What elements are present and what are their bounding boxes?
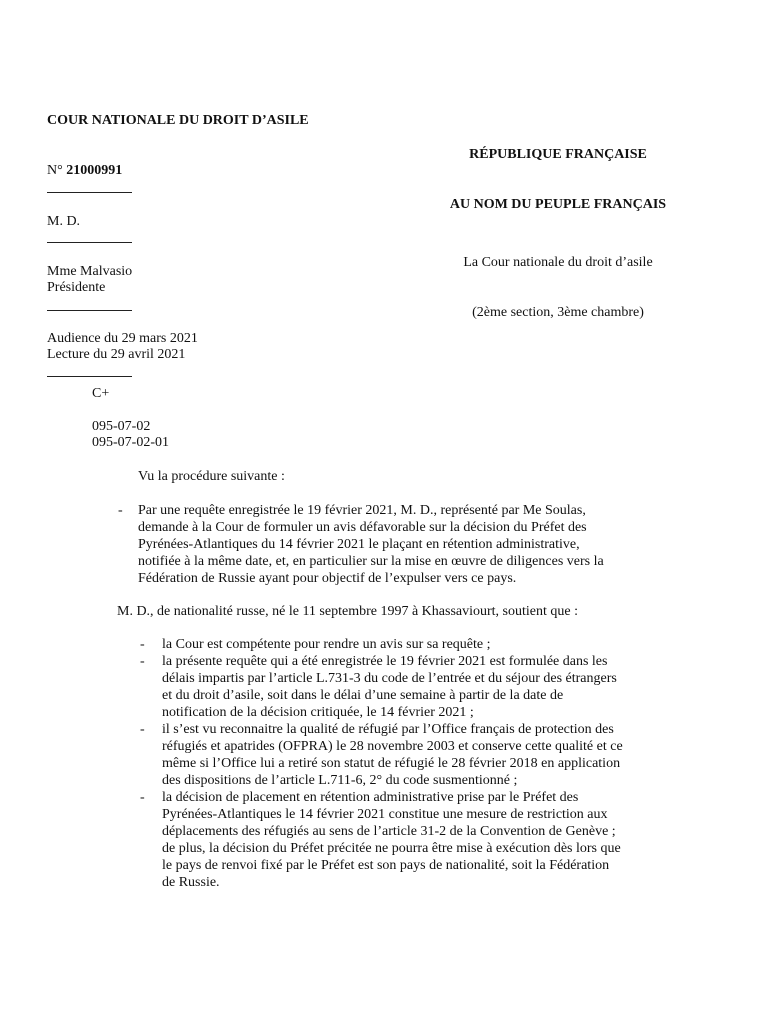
- republic-heading: RÉPUBLIQUE FRANÇAISE: [469, 147, 647, 162]
- court-name: COUR NATIONALE DU DROIT D’ASILE: [47, 113, 309, 128]
- list-dash: -: [118, 503, 123, 518]
- separator-rule: [47, 310, 132, 311]
- judge-role: Présidente: [47, 280, 106, 295]
- classification-code: C+: [92, 386, 110, 401]
- claim-item: [162, 789, 679, 891]
- separator-rule: [47, 242, 132, 243]
- case-number-prefix: N°: [47, 163, 63, 178]
- claim-line: la décision de placement en rétention administrative prise par le Préfet des: [162, 790, 579, 805]
- claim-item: [162, 653, 679, 721]
- claim-line: réfugiés et apatrides (OFPRA) le 28 novembre 2003 et conserve cette qualité et ce: [162, 739, 623, 754]
- claim-line: il s’est vu reconnaitre la qualité de réfugié par l’Office français de protection des: [162, 722, 614, 737]
- claim-line: Pyrénées-Atlantiques le 14 février 2021 constitue une mesure de restriction aux: [162, 807, 608, 822]
- list-dash: -: [140, 654, 145, 669]
- claim-line: des dispositions de l’article L.711-6, 2° du code susmentionné ;: [162, 773, 518, 788]
- party-name: M. D.: [47, 214, 81, 229]
- claim-item: [162, 721, 679, 789]
- procedure-intro: Vu la procédure suivante :: [138, 469, 285, 484]
- claim-line: même si l’Office lui a retiré son statut de réfugié le 28 février 2018 en application: [162, 756, 621, 771]
- claim-line: de plus, la décision du Préfet précitée ne pourra être mise à exécution dès lors que: [162, 841, 621, 856]
- claim-line: délais impartis par l’article L.731-3 du code de l’entrée et du séjour des étrangers: [162, 671, 617, 686]
- hearing-date: Audience du 29 mars 2021: [47, 331, 198, 346]
- paragraph-line: notifiée à la même date, et, en particulier sur la mise en œuvre de diligences vers la: [138, 554, 604, 569]
- list-dash: -: [140, 637, 145, 652]
- taxonomy-code: 095-07-02-01: [92, 435, 169, 450]
- reading-date: Lecture du 29 avril 2021: [47, 347, 186, 362]
- list-dash: -: [140, 722, 145, 737]
- people-heading: AU NOM DU PEUPLE FRANÇAIS: [449, 197, 667, 212]
- case-number-line: [47, 162, 122, 179]
- paragraph-line: Pyrénées-Atlantiques du 14 février 2021 le plaçant en rétention administrative,: [138, 537, 580, 552]
- paragraph-line: demande à la Cour de formuler un avis défavorable sur la décision du Préfet des: [138, 520, 587, 535]
- claim-line: le pays de renvoi fixé par le Préfet est son pays de nationalité, soit la Fédération: [162, 858, 610, 873]
- section-label: (2ème section, 3ème chambre): [472, 305, 644, 320]
- paragraph-line: Fédération de Russie ayant pour objectif de l’expulser vers ce pays.: [138, 571, 517, 586]
- taxonomy-code: 095-07-02: [92, 419, 151, 434]
- separator-rule: [47, 376, 132, 377]
- claim-line: de Russie.: [162, 875, 220, 890]
- court-label: La Cour nationale du droit d’asile: [463, 255, 653, 270]
- separator-rule: [47, 192, 132, 193]
- claims-intro: M. D., de nationalité russe, né le 11 septembre 1997 à Khassaviourt, soutient que :: [117, 604, 578, 619]
- claim-line: déplacements des réfugiés au sens de l’article 31-2 de la Convention de Genève ;: [162, 824, 616, 839]
- claim-line: la présente requête qui a été enregistrée le 19 février 2021 est formulée dans les: [162, 654, 608, 669]
- claim-line: et du droit d’asile, soit dans le délai d’une semaine à partir de la date de: [162, 688, 564, 703]
- paragraph-line: Par une requête enregistrée le 19 février 2021, M. D., représenté par Me Soulas,: [138, 503, 586, 518]
- claim-item: [162, 636, 679, 653]
- claim-line: la Cour est compétente pour rendre un avis sur sa requête ;: [162, 637, 491, 652]
- case-number: 21000991: [66, 163, 123, 178]
- list-dash: -: [140, 790, 145, 805]
- request-paragraph: [138, 502, 678, 587]
- claim-line: notification de la décision critiquée, le 14 février 2021 ;: [162, 705, 474, 720]
- judge-name: Mme Malvasio: [47, 264, 133, 279]
